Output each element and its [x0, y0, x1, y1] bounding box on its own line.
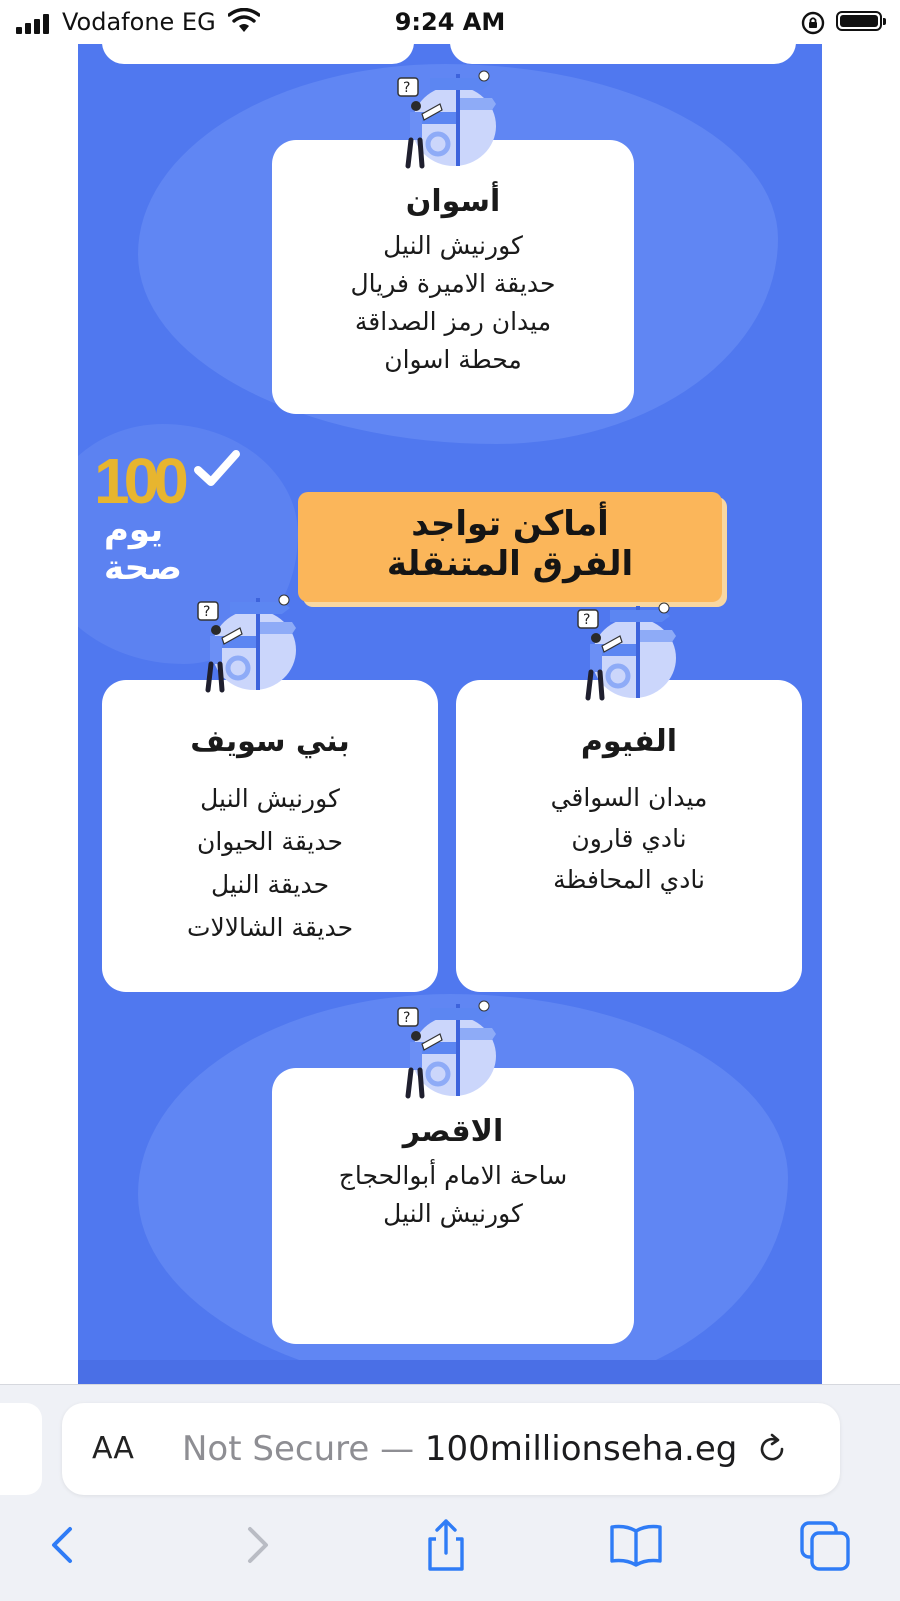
battery-icon: [836, 11, 882, 31]
safari-toolbar: [0, 1515, 900, 1595]
title-banner: [298, 492, 722, 602]
address-bar[interactable]: [62, 1403, 840, 1495]
clock: 9:24 AM: [394, 8, 506, 36]
security-status: Not Secure —: [182, 1429, 425, 1469]
card-title: الاقصر: [402, 1114, 504, 1149]
svg-text:?: ?: [583, 612, 591, 628]
url-host: 100millionseha.eg: [424, 1429, 738, 1469]
100-days-health-logo: [94, 444, 244, 594]
place-item: نادي قارون: [571, 824, 687, 853]
location-card-fayoum: [456, 680, 802, 992]
signpost-person-illustration-icon: [396, 70, 500, 170]
banner-title-line2: الفرق المتنقلة: [386, 544, 634, 584]
svg-text:?: ?: [403, 1010, 411, 1026]
signpost-person-illustration-icon: [396, 1000, 500, 1100]
place-item: حديقة الحيوان: [197, 827, 343, 856]
place-item: ميدان رمز الصداقة: [354, 307, 552, 336]
place-item: حديقة الشالالات: [186, 913, 354, 942]
previous-card-edge: [450, 44, 796, 64]
card-title: أسوان: [405, 184, 501, 219]
signpost-person-illustration-icon: [576, 602, 680, 702]
text-size-button[interactable]: AA: [92, 1431, 134, 1466]
carrier-name: Vodafone EG: [62, 8, 216, 36]
url-display[interactable]: [182, 1429, 737, 1469]
location-card-luxor: [272, 1068, 634, 1344]
logo-word-health: صحة: [104, 548, 182, 588]
share-icon[interactable]: [416, 1515, 476, 1575]
svg-text:?: ?: [203, 604, 211, 620]
checkmark-icon: [194, 450, 240, 490]
previous-tab-pill[interactable]: [0, 1403, 42, 1495]
place-item: محطة اسوان: [384, 345, 522, 374]
place-item: ساحة الامام أبوالحجاج: [338, 1161, 568, 1190]
previous-card-edge: [102, 44, 414, 64]
status-bar: [0, 0, 900, 44]
location-card-aswan: [272, 140, 634, 414]
place-item: ميدان السواقي: [550, 783, 708, 812]
banner-title-line1: أماكن تواجد: [411, 504, 609, 544]
card-title: بني سويف: [190, 724, 350, 759]
reload-icon[interactable]: [754, 1431, 790, 1467]
tabs-icon[interactable]: [796, 1515, 856, 1575]
place-item: كورنيش النيل: [200, 784, 340, 813]
orientation-lock-icon: [800, 10, 826, 36]
back-icon[interactable]: [34, 1515, 94, 1575]
bookmarks-icon[interactable]: [606, 1515, 666, 1575]
safari-bottom-bar: [0, 1384, 900, 1601]
location-card-beni-suef: [102, 680, 438, 992]
logo-number: 100: [94, 445, 183, 517]
place-item: نادي المحافظة: [553, 865, 705, 894]
place-item: كورنيش النيل: [383, 231, 523, 260]
place-item: حديقة النيل: [210, 870, 330, 899]
logo-word-day: يوم: [104, 510, 164, 550]
next-section-edge: [78, 1360, 822, 1384]
web-content[interactable]: [0, 44, 900, 1384]
card-title: الفيوم: [580, 724, 678, 759]
campaign-poster: [78, 44, 822, 1384]
place-item: كورنيش النيل: [383, 1199, 523, 1228]
forward-icon[interactable]: [226, 1515, 286, 1575]
svg-text:?: ?: [403, 80, 411, 96]
place-item: حديقة الاميرة فريال: [350, 269, 556, 298]
signpost-person-illustration-icon: [196, 594, 300, 694]
